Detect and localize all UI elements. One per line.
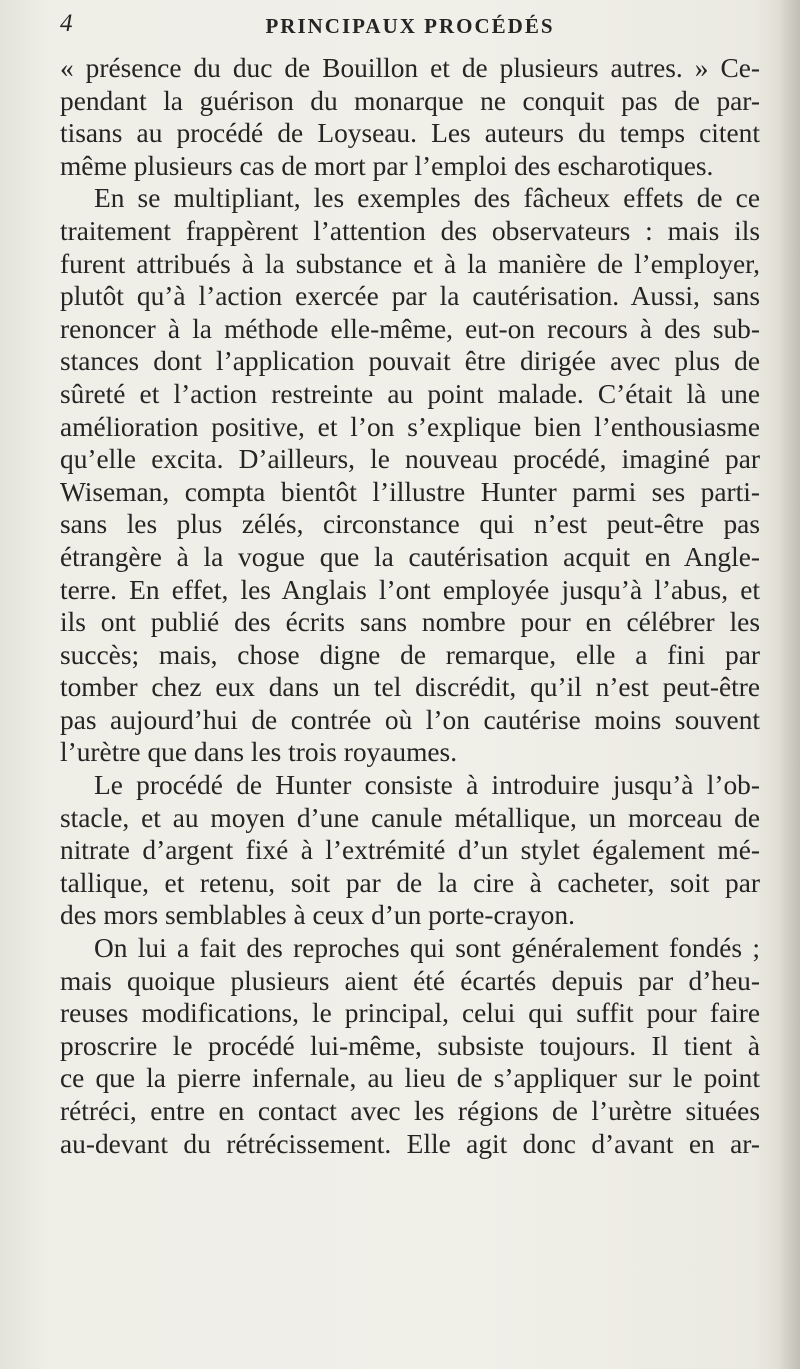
page-number: 4 xyxy=(60,10,73,37)
text-line: stacle, et au moyen d’une canule métallique, un morceau de xyxy=(60,802,760,833)
text-line: tisans au procédé de Loyseau. Les auteurs du temps citent xyxy=(60,118,760,149)
text-line: qu’elle excita. D’ailleurs, le nouveau procédé, imaginé par xyxy=(60,444,760,475)
body-text xyxy=(60,52,760,1160)
text-line: amélioration positive, et l’on s’explique bien l’enthousiasme xyxy=(60,411,760,442)
text-line: étrangère à la vogue que la cautérisation acquit en Angle- xyxy=(60,541,760,572)
text-line: pas aujourd’hui de contrée où l’on cautérise moins souvent xyxy=(60,704,760,735)
text-line: traitement frappèrent l’attention des observateurs : mais ils xyxy=(60,215,760,246)
text-line: sans les plus zélés, circonstance qui n’est peut-être pas xyxy=(60,509,760,540)
page-edge-shadow xyxy=(778,0,800,1369)
text-line: plutôt qu’à l’action exercée par la cautérisation. Aussi, sans xyxy=(60,281,760,312)
text-line: reuses modifications, le principal, celui qui suffit pour faire xyxy=(60,998,760,1029)
text-line: des mors semblables à ceux d’un porte-crayon. xyxy=(60,900,575,931)
text-line: Wiseman, compta bientôt l’illustre Hunter parmi ses parti- xyxy=(60,476,760,507)
text-line: ils ont publié des écrits sans nombre pour en célébrer les xyxy=(60,607,760,638)
text-line: « présence du duc de Bouillon et de plusieurs autres. » Ce- xyxy=(60,53,760,83)
text-line: nitrate d’argent fixé à l’extrémité d’un stylet également mé- xyxy=(60,835,760,866)
text-line: mais quoique plusieurs aient été écartés depuis par d’heu- xyxy=(60,965,760,996)
text-line: stances dont l’application pouvait être dirigée avec plus de xyxy=(60,346,760,377)
text-line: furent attribués à la substance et à la manière de l’employer, xyxy=(60,248,760,279)
text-line: terre. En effet, les Anglais l’ont employée jusqu’à l’abus, et xyxy=(60,574,760,605)
text-line: rétréci, entre en contact avec les régions de l’urètre situées xyxy=(60,1096,760,1126)
text-line: tallique, et retenu, soit par de la cire à cacheter, soit par xyxy=(60,867,760,898)
text-line: proscrire le procédé lui-même, subsiste toujours. Il tient à xyxy=(60,1030,760,1061)
text-line: au-devant du rétrécissement. Elle agit donc d’avant en ar- xyxy=(60,1128,760,1159)
text-line: renoncer à la méthode elle-même, eut-on recours à des sub- xyxy=(60,313,760,344)
text-line: sûreté et l’action restreinte au point malade. C’était là une xyxy=(60,378,760,409)
page-header xyxy=(60,6,760,46)
text-line: succès; mais, chose digne de remarque, elle a fini par xyxy=(60,639,760,670)
text-line: ce que la pierre infernale, au lieu de s’appliquer sur le point xyxy=(60,1063,760,1094)
running-head: PRINCIPAUX PROCÉDÉS xyxy=(265,14,555,38)
text-line: l’urètre que dans les trois royaumes. xyxy=(60,737,458,768)
text-line: tomber chez eux dans un tel discrédit, qu’il n’est peut-être xyxy=(60,672,760,703)
text-line: pendant la guérison du monarque ne conquit pas de par- xyxy=(60,85,760,116)
paragraph-start-line: En se multipliant, les exemples des fâcheux effets de ce xyxy=(94,183,760,214)
paragraph-start-line: Le procédé de Hunter consiste à introduire jusqu’à l’ob- xyxy=(94,770,760,801)
text-line: même plusieurs cas de mort par l’emploi des escharotiques. xyxy=(60,150,714,181)
paragraph-start-line: On lui a fait des reproches qui sont généralement fondés ; xyxy=(94,933,760,964)
